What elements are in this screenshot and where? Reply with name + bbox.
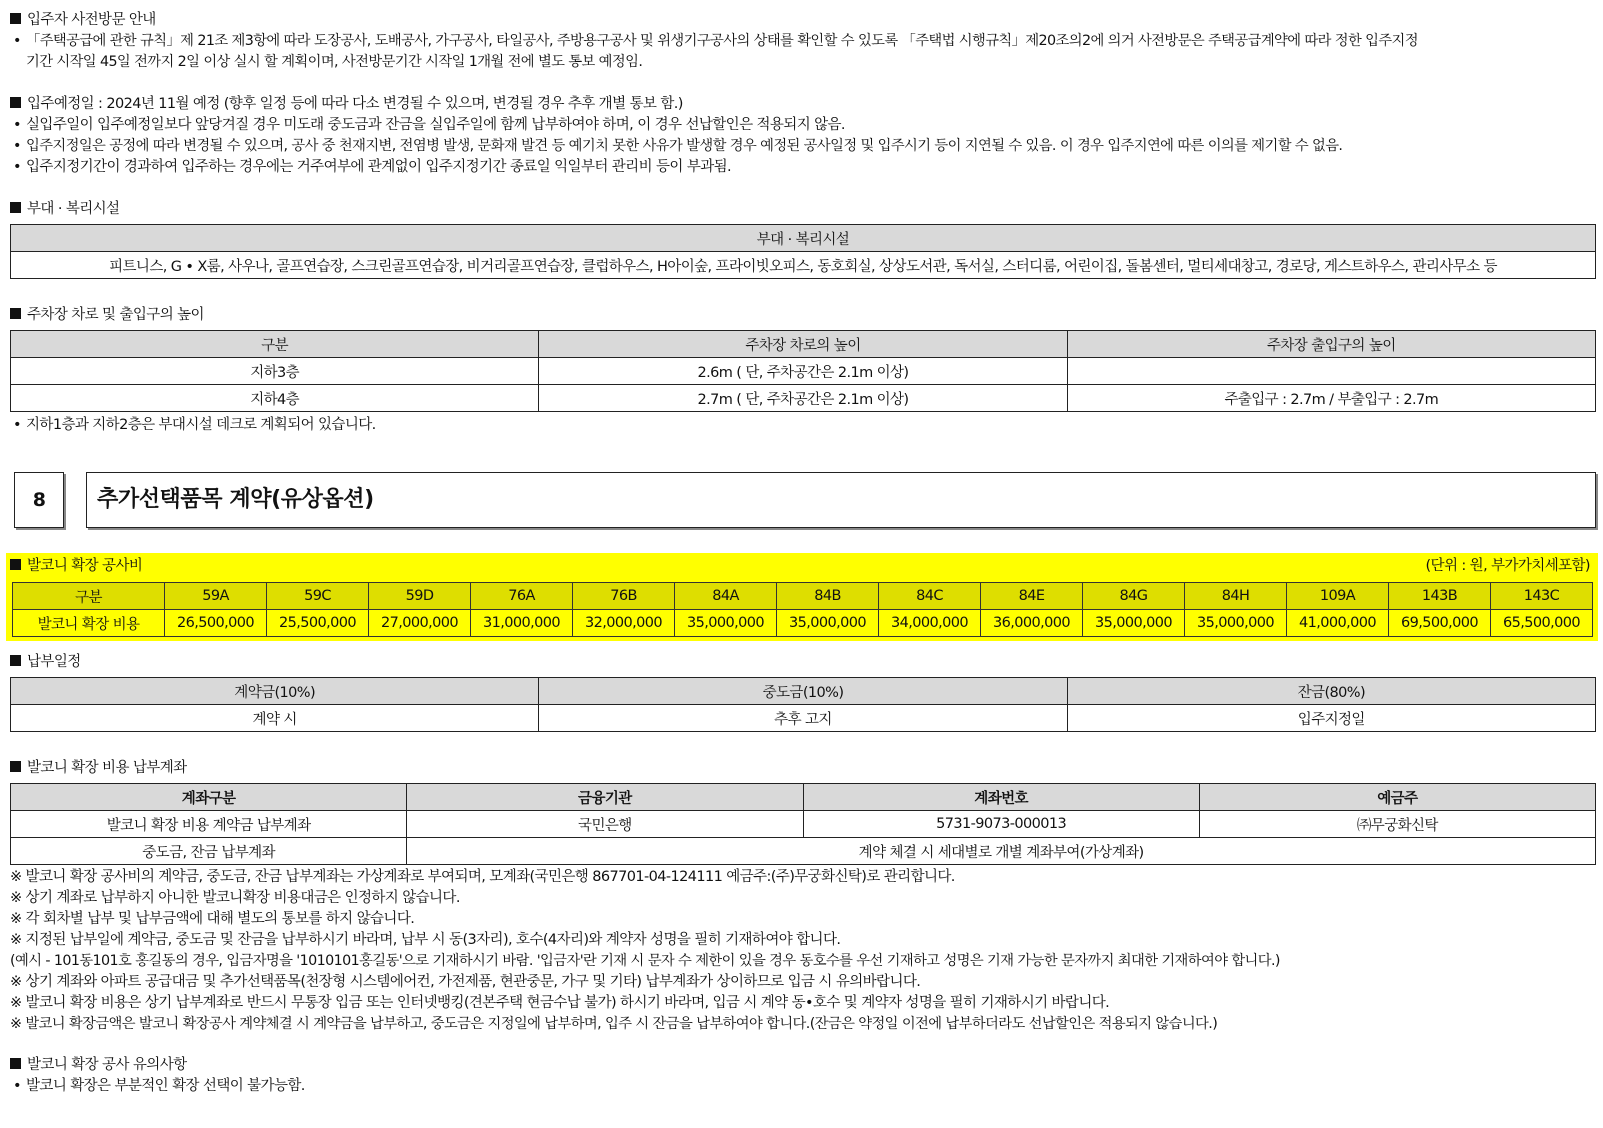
parking-heading: 주차장 차로 및 출입구의 높이 <box>10 305 1596 326</box>
cost-cell: 35,000,000 <box>1083 610 1185 637</box>
table-cell: 입주지정일 <box>1067 705 1595 732</box>
move-in-bullet: • 실입주일이 입주예정일보다 앞당겨질 경우 미도래 중도금과 잔금을 실입주일에 함께 납부하여야 하며, 이 경우 선납할인은 적용되지 않음. <box>10 115 1596 136</box>
pre-visit-heading: 입주자 사전방문 안내 <box>10 10 1596 31</box>
parking-section <box>10 305 1596 436</box>
cost-cell: 35,000,000 <box>777 610 879 637</box>
section-8-header <box>12 472 1598 528</box>
note-line: ※ 발코니 확장 공사비의 계약금, 중도금, 잔금 납부계좌는 가상계좌로 부여되며, 모계좌(국민은행 867701-04-124111 예금주:(주)무궁화신탁)로 관리합니다. <box>10 869 955 885</box>
table-header-cell: 주차장 출입구의 높이 <box>1067 331 1595 358</box>
unit-type-cell: 143B <box>1389 583 1491 610</box>
cost-cell: 27,000,000 <box>369 610 471 637</box>
cost-cell: 41,000,000 <box>1287 610 1389 637</box>
cost-cell: 35,000,000 <box>1185 610 1287 637</box>
square-bullet-icon <box>10 655 21 666</box>
table-row <box>11 811 1596 838</box>
note-line: ※ 상기 계좌와 아파트 공급대금 및 추가선택품목(천장형 시스템에어컨, 가전제품, 현관중문, 가구 및 기타) 납부계좌가 상이하므로 입금 시 유의바랍니다. <box>10 974 921 990</box>
unit-type-cell: 84E <box>981 583 1083 610</box>
note-line: ※ 각 회차별 납부 및 납부금액에 대해 별도의 통보를 하지 않습니다. <box>10 911 415 927</box>
parking-table <box>10 330 1596 412</box>
square-bullet-icon <box>10 761 21 772</box>
balcony-cost-unit: (단위 : 원, 부가가치세포함) <box>1425 558 1590 574</box>
table-cell: 계약 체결 시 세대별로 개별 계좌부여(가상계좌) <box>407 838 1596 865</box>
pre-visit-bullet: • 「주택공급에 관한 규칙」제 21조 제3항에 따라 도장공사, 도배공사, 가구공사, 타일공사, 주방용구공사 및 위생기구공사의 상태를 확인할 수 있도록 「주택법 시행규칙」제20조의2에 의거 사전방문은 주택공급계약에 따라 정한 입주지정 기간 시작일 45일 전까지 2일 이상 실시 할 계획이며, 사전방문기간 시작일 1개월 전에 별도 통보 예정임. <box>10 31 1596 73</box>
table-header-cell: 계약금(10%) <box>11 678 539 705</box>
cost-cell: 26,500,000 <box>165 610 267 637</box>
unit-type-cell: 109A <box>1287 583 1389 610</box>
table-cell: 2.6m ( 단, 주차공간은 2.1m 이상) <box>539 358 1067 385</box>
caution-section <box>10 1055 1596 1097</box>
square-bullet-icon <box>10 559 21 570</box>
table-cell: 지하3층 <box>11 358 539 385</box>
table-header-cell: 구분 <box>11 331 539 358</box>
table-cell <box>1067 358 1595 385</box>
payment-schedule-section <box>10 652 1596 732</box>
facilities-table <box>10 224 1596 279</box>
table-header-cell: 주차장 차로의 높이 <box>539 331 1067 358</box>
facilities-section <box>10 199 1596 279</box>
balcony-cost-section <box>6 553 1598 641</box>
caution-heading: 발코니 확장 공사 유의사항 <box>10 1055 1596 1076</box>
move-in-heading: 입주예정일 : 2024년 11월 예정 (향후 일정 등에 따라 다소 변경될 수 있으며, 변경될 경우 추후 개별 통보 함.) <box>10 94 1596 115</box>
table-row <box>11 385 1596 412</box>
unit-type-cell: 76B <box>573 583 675 610</box>
unit-type-cell: 84C <box>879 583 981 610</box>
table-cell: 2.7m ( 단, 주차공간은 2.1m 이상) <box>539 385 1067 412</box>
table-cell: 추후 고지 <box>539 705 1067 732</box>
note-line: (예시 - 101동101호 홍길동의 경우, 입금자명을 '1010101홍길동'으로 기재하시기 바람. '입금자'란 기재 시 문자 수 제한이 있을 경우 동호수를 우선 기재하고 성명은 기재 가능한 문자까지 최대한 기재하여야 합니다.) <box>10 953 1280 969</box>
table-header-cell: 금융기관 <box>407 784 803 811</box>
table-cell: ㈜무궁화신탁 <box>1199 811 1595 838</box>
payment-schedule-table <box>10 677 1596 732</box>
table-row <box>11 838 1596 865</box>
unit-type-cell: 84B <box>777 583 879 610</box>
unit-type-cell: 143C <box>1491 583 1593 610</box>
table-cell: 발코니 확장 비용 계약금 납부계좌 <box>11 811 407 838</box>
parking-note: • 지하1층과 지하2층은 부대시설 데크로 계획되어 있습니다. <box>10 415 1596 436</box>
square-bullet-icon <box>10 13 21 24</box>
table-row <box>11 705 1596 732</box>
cost-cell: 69,500,000 <box>1389 610 1491 637</box>
unit-type-cell: 84G <box>1083 583 1185 610</box>
balcony-cost-table <box>12 582 1593 637</box>
cost-cell: 35,000,000 <box>675 610 777 637</box>
table-row <box>13 610 1593 637</box>
cost-cell: 32,000,000 <box>573 610 675 637</box>
facilities-table-value: 피트니스, G • X룸, 사우나, 골프연습장, 스크린골프연습장, 비거리골프연습장, 클럽하우스, H아이숲, 프라이빗오피스, 동호회실, 상상도서관, 독서실, 스터디룸, 어린이집, 돌봄센터, 멀티세대창고, 경로당, 게스트하우스, 관리사무소 등 <box>11 252 1596 279</box>
balcony-cost-heading: 발코니 확장 공사비 <box>10 556 142 577</box>
table-header-cell: 계좌번호 <box>803 784 1199 811</box>
row-label-cell: 발코니 확장 비용 <box>13 610 165 637</box>
table-header-cell: 계좌구분 <box>11 784 407 811</box>
table-header-cell: 잔금(80%) <box>1067 678 1595 705</box>
cost-cell: 36,000,000 <box>981 610 1083 637</box>
table-cell: 계약 시 <box>11 705 539 732</box>
section-title: 추가선택품목 계약(유상옵션) <box>86 472 1596 528</box>
table-cell: 중도금, 잔금 납부계좌 <box>11 838 407 865</box>
section-number: 8 <box>14 472 64 528</box>
caution-bullet: • 발코니 확장은 부분적인 확장 선택이 불가능함. <box>10 1076 1596 1097</box>
accounts-notes <box>10 867 1596 1035</box>
note-line: ※ 발코니 확장금액은 발코니 확장공사 계약체결 시 계약금을 납부하고, 중도금은 지정일에 납부하며, 입주 시 잔금을 납부하여야 합니다.(잔금은 약정일 이전에 납부하더라도 선납할인은 적용되지 않습니다.) <box>10 1016 1218 1032</box>
table-header-cell: 구분 <box>13 583 165 610</box>
unit-type-cell: 59D <box>369 583 471 610</box>
square-bullet-icon <box>10 97 21 108</box>
square-bullet-icon <box>10 1058 21 1069</box>
note-line: ※ 상기 계좌로 납부하지 아니한 발코니확장 비용대금은 인정하지 않습니다. <box>10 890 460 906</box>
note-line: ※ 지정된 납부일에 계약금, 중도금 및 잔금을 납부하시기 바라며, 납부 시 동(3자리), 호수(4자리)와 계약자 성명을 필히 기재하여야 합니다. <box>10 932 841 948</box>
pre-visit-section <box>10 10 1596 73</box>
unit-type-cell: 76A <box>471 583 573 610</box>
unit-type-cell: 59A <box>165 583 267 610</box>
unit-type-cell: 59C <box>267 583 369 610</box>
cost-cell: 25,500,000 <box>267 610 369 637</box>
accounts-section <box>10 758 1596 1035</box>
table-cell: 국민은행 <box>407 811 803 838</box>
cost-cell: 65,500,000 <box>1491 610 1593 637</box>
facilities-heading: 부대 · 복리시설 <box>10 199 1596 220</box>
square-bullet-icon <box>10 308 21 319</box>
cost-cell: 31,000,000 <box>471 610 573 637</box>
account-number-cell: 5731-9073-000013 <box>803 811 1199 838</box>
cost-cell: 34,000,000 <box>879 610 981 637</box>
accounts-table <box>10 783 1596 865</box>
table-header-cell: 예금주 <box>1199 784 1595 811</box>
payment-schedule-heading: 납부일정 <box>10 652 1596 673</box>
move-in-bullet: • 입주지정기간이 경과하여 입주하는 경우에는 거주여부에 관계없이 입주지정기간 종료일 익일부터 관리비 등이 부과됨. <box>10 157 1596 178</box>
table-header-cell: 중도금(10%) <box>539 678 1067 705</box>
facilities-table-header: 부대 · 복리시설 <box>11 225 1596 252</box>
table-cell: 지하4층 <box>11 385 539 412</box>
table-cell: 주출입구 : 2.7m / 부출입구 : 2.7m <box>1067 385 1595 412</box>
table-row <box>11 358 1596 385</box>
note-line: ※ 발코니 확장 비용은 상기 납부계좌로 반드시 무통장 입금 또는 인터넷뱅킹(견본주택 현금수납 불가) 하시기 바라며, 입금 시 계약 동•호수 및 계약자 성명을 필히 기재하시기 바랍니다. <box>10 995 1110 1011</box>
square-bullet-icon <box>10 202 21 213</box>
unit-type-cell: 84A <box>675 583 777 610</box>
move-in-bullet: • 입주지정일은 공정에 따라 변경될 수 있으며, 공사 중 천재지변, 전염병 발생, 문화재 발견 등 예기치 못한 사유가 발생할 경우 예정된 공사일정 및 입주시기 등이 지연될 수 있음. 이 경우 입주지연에 따른 이의를 제기할 수 없음. <box>10 136 1596 157</box>
accounts-heading: 발코니 확장 비용 납부계좌 <box>10 758 1596 779</box>
unit-type-cell: 84H <box>1185 583 1287 610</box>
move-in-section <box>10 94 1596 178</box>
